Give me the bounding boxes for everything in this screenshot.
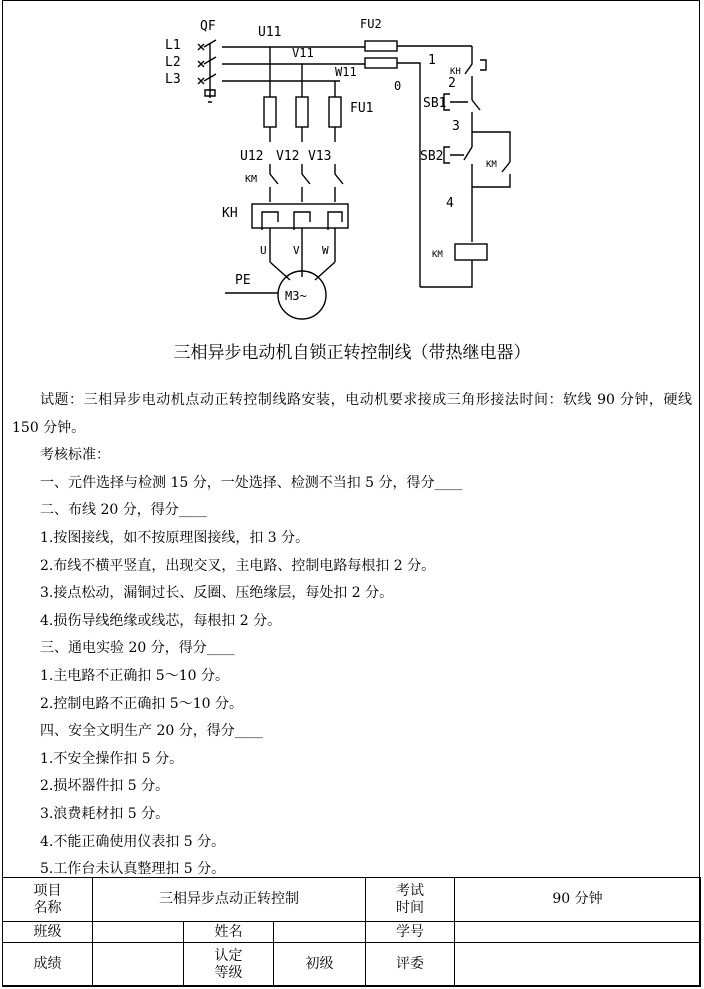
qf-breaker (198, 40, 216, 102)
exam-description: 试题：三相异步电动机点动正转控制线路安装，电动机要求接成三角形接法时间：软线 90 分钟，硬线 150 分钟。 (12, 392, 692, 436)
class-label: 班级 (3, 922, 93, 943)
label-qf: QF (200, 19, 216, 34)
list-item: 3.接点松动，漏铜过长、反圈、压绝缘层，每处扣 2 分。 (40, 585, 394, 602)
level-value: 初级 (274, 943, 366, 987)
body-text (12, 387, 692, 884)
label-node-0: 0 (394, 79, 402, 93)
list-item: 四、安全文明生产 20 分，得分____ (40, 723, 263, 740)
info-table (2, 877, 701, 987)
list-item: 2.控制电路不正确扣 5～10 分。 (40, 695, 243, 712)
list-item: 4.不能正确使用仪表扣 5 分。 (40, 833, 226, 850)
label-km-main: KM (245, 174, 258, 185)
label-fu1: FU1 (350, 101, 374, 116)
label-w11: W11 (335, 65, 357, 79)
name-label: 姓名 (184, 922, 274, 943)
list-item: 2.布线不横平竖直，出现交叉，主电路、控制电路每根扣 2 分。 (40, 557, 436, 574)
label-motor: M3~ (285, 289, 307, 303)
diagram-caption: 三相异步电动机自锁正转控制线（带热继电器） (173, 343, 531, 363)
score-field[interactable] (93, 943, 184, 987)
list-item: 一、元件选择与检测 15 分，一处选择、检测不当扣 5 分，得分____ (40, 474, 463, 491)
list-item: 三、通电实验 20 分，得分____ (40, 640, 235, 657)
time-value: 90 分钟 (455, 878, 701, 922)
label-km-coil: KM (432, 250, 443, 260)
list-item: 二、布线 20 分，得分____ (40, 502, 207, 519)
label-v12: V12 (276, 149, 300, 164)
label-node-3: 3 (452, 119, 460, 134)
list-item: 1.主电路不正确扣 5～10 分。 (40, 667, 229, 684)
judge-field[interactable] (455, 943, 701, 987)
list-item: 4.损伤导线绝缘或线芯，每根扣 2 分。 (40, 612, 282, 629)
circuit-diagram (150, 12, 550, 332)
label-u11: U11 (258, 25, 282, 40)
project-value: 三相异步点动正转控制 (93, 878, 366, 922)
list-item: 2.损坏器件扣 5 分。 (40, 778, 170, 795)
label-u12: U12 (240, 149, 264, 164)
score-label: 成绩 (3, 943, 93, 987)
list-item: 5.工作台未认真整理扣 5 分。 (40, 861, 226, 878)
label-sb2: SB2 (420, 149, 444, 164)
label-kh: KH (222, 206, 238, 221)
label-km-aux: KM (486, 160, 497, 170)
list-item: 3.浪费耗材扣 5 分。 (40, 805, 170, 822)
list-item: 1.不安全操作扣 5 分。 (40, 750, 184, 767)
label-sb1: SB1 (423, 96, 447, 111)
standard-heading: 考核标准： (40, 447, 110, 464)
label-node-4: 4 (446, 196, 454, 211)
label-w: W (322, 244, 329, 257)
label-l3: L3 (165, 72, 181, 87)
label-kh-ctrl: KH (450, 67, 461, 77)
label-node-2: 2 (448, 76, 456, 91)
label-u: U (260, 244, 267, 257)
class-field[interactable] (93, 922, 184, 943)
label-v11: V11 (292, 46, 314, 60)
id-field[interactable] (455, 922, 701, 943)
judge-label: 评委 (366, 943, 455, 987)
level-label: 认定 等级 (184, 943, 274, 987)
label-node-1: 1 (428, 53, 436, 68)
label-v: V (293, 244, 300, 257)
label-l1: L1 (165, 38, 181, 53)
label-v13: V13 (308, 149, 332, 164)
list-item: 1.按图接线，如不按原理图接线，扣 3 分。 (40, 529, 310, 546)
label-l2: L2 (165, 55, 181, 70)
id-label: 学号 (366, 922, 455, 943)
label-fu2: FU2 (360, 17, 382, 31)
project-label: 项目 名称 (3, 878, 93, 922)
name-field[interactable] (274, 922, 366, 943)
label-pe: PE (235, 273, 251, 288)
time-label: 考试 时间 (366, 878, 455, 922)
